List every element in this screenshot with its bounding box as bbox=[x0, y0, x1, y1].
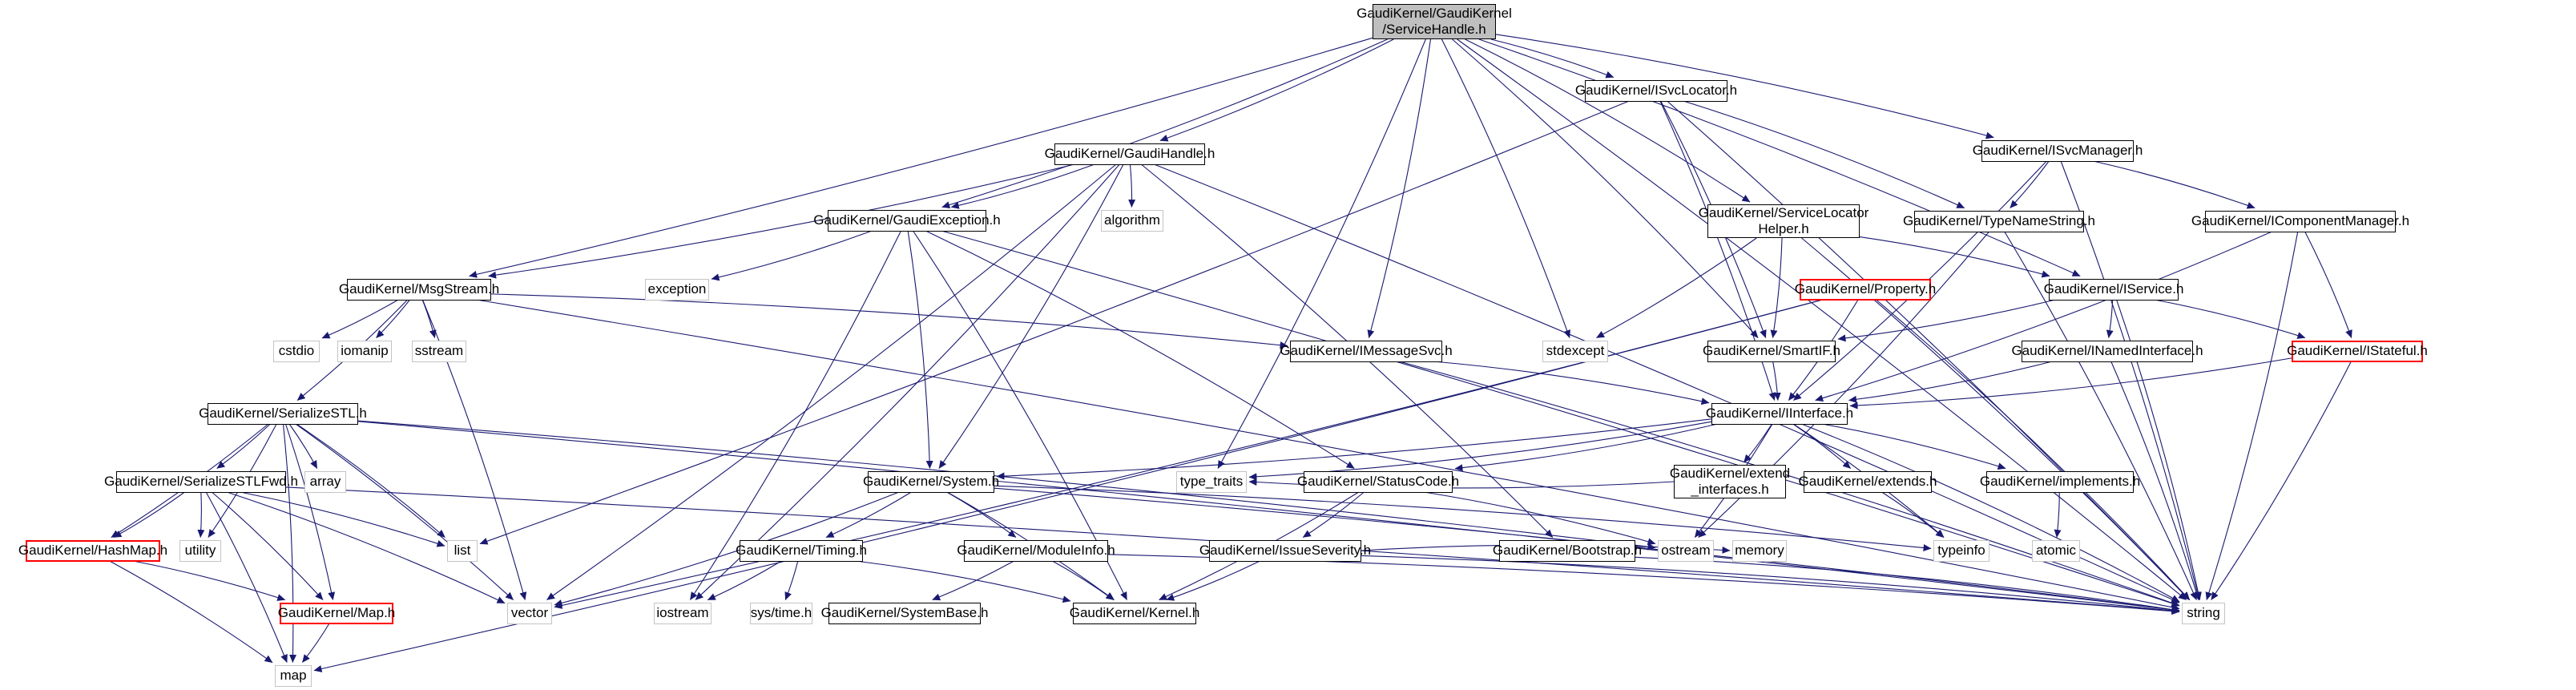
edge-msgstream-to-iomanip bbox=[377, 301, 410, 338]
edge-msgstream-to-imessagesvc bbox=[491, 294, 1288, 346]
edge-issueseverity-to-string bbox=[1361, 555, 2179, 611]
edge-serializestl-to-array bbox=[289, 425, 316, 469]
node-label: iomanip bbox=[341, 342, 389, 358]
edge-iinterface-to-string bbox=[1803, 425, 2179, 602]
node-label: GaudiKernel/ISvcLocator.h bbox=[1574, 82, 1738, 98]
edge-servicehandle-to-msgstream bbox=[470, 38, 1373, 276]
node-label: GaudiKernel/extend bbox=[1669, 465, 1791, 481]
node-cstdio[interactable] bbox=[273, 341, 320, 362]
node-systime[interactable] bbox=[750, 603, 812, 624]
edge-gaudiexception-to-system bbox=[908, 232, 929, 469]
node-memory[interactable] bbox=[1732, 540, 1787, 562]
node-label: GaudiKernel/SmartIF.h bbox=[1703, 342, 1840, 358]
node-label: GaudiKernel/IComponentManager.h bbox=[2191, 212, 2410, 228]
node-label: list bbox=[454, 542, 471, 558]
node-string[interactable] bbox=[2182, 603, 2225, 624]
node-label: GaudiKernel/IMessageSvc.h bbox=[1280, 342, 1453, 358]
edge-imessagesvc-to-iinterface bbox=[1437, 362, 1709, 403]
node-label: map bbox=[280, 667, 307, 683]
node-istateful[interactable] bbox=[2287, 341, 2428, 362]
edge-slhelper-to-stdexcept bbox=[1596, 238, 1756, 338]
node-typeinfo[interactable] bbox=[1933, 540, 1989, 562]
node-issueseverity[interactable] bbox=[1199, 540, 1372, 562]
edge-gaudihandle-to-algorithm bbox=[1130, 165, 1131, 208]
edge-servicehandle-to-stdexcept bbox=[1441, 39, 1570, 338]
edge-icomponentmanager-to-istateful bbox=[2305, 232, 2352, 338]
node-hashmap[interactable] bbox=[18, 540, 168, 562]
node-utility[interactable] bbox=[179, 540, 221, 562]
node-stdexcept[interactable] bbox=[1542, 341, 1608, 362]
node-label: GaudiKernel/Bootstrap.h bbox=[1492, 542, 1643, 558]
node-system[interactable] bbox=[862, 471, 1000, 493]
edge-moduleinfo-to-systembase bbox=[933, 562, 1014, 600]
edge-msgstream-to-sstream bbox=[422, 301, 434, 338]
node-label: vector bbox=[510, 604, 549, 620]
node-atomic[interactable] bbox=[2032, 540, 2080, 562]
node-label: GaudiKernel/ServiceLocator bbox=[1698, 204, 1869, 220]
edge-serializestlfwd-to-map bbox=[206, 493, 287, 663]
edge-isvclocator-to-typenamestring bbox=[1684, 102, 1964, 208]
edge-serializestlfwd-to-list bbox=[242, 493, 445, 547]
node-label: GaudiKernel/SerializeSTLFwd.h bbox=[104, 473, 298, 489]
edge-servicehandle-to-string bbox=[1457, 39, 2187, 600]
node-statuscode[interactable] bbox=[1296, 471, 1460, 493]
edge-moduleinfo-to-kernel bbox=[1053, 562, 1114, 600]
node-smartif[interactable] bbox=[1703, 341, 1840, 362]
edge-servicehandle-to-gaudiexception bbox=[942, 39, 1388, 208]
edge-serializestl-to-string bbox=[358, 422, 2179, 611]
node-label: GaudiKernel/Kernel.h bbox=[1069, 604, 1200, 620]
node-msgstream[interactable] bbox=[338, 279, 500, 301]
node-label: memory bbox=[1735, 542, 1784, 558]
node-label: GaudiKernel/System.h bbox=[862, 473, 1000, 489]
node-bootstrap[interactable] bbox=[1492, 540, 1643, 562]
edge-serializestl-to-serializestlfwd bbox=[217, 425, 270, 469]
node-systembase[interactable] bbox=[820, 603, 989, 624]
edge-iinterface-to-system bbox=[997, 419, 1711, 477]
node-moduleinfo[interactable] bbox=[957, 540, 1115, 562]
edge-istateful-to-iinterface bbox=[1850, 358, 2292, 406]
node-property[interactable] bbox=[1794, 279, 1937, 301]
node-type_traits[interactable] bbox=[1176, 471, 1247, 493]
node-ostream[interactable] bbox=[1658, 540, 1714, 562]
node-gaudiexception[interactable] bbox=[813, 210, 1001, 232]
node-label: typeinfo bbox=[1937, 542, 1985, 558]
edge-servicehandle-to-imessagesvc bbox=[1369, 39, 1430, 338]
edge-servicehandle-to-slhelper bbox=[1465, 39, 1750, 202]
node-label: algorithm bbox=[1104, 212, 1160, 228]
node-label: utility bbox=[184, 542, 216, 558]
edge-timing-to-systime bbox=[785, 562, 797, 600]
node-label: array bbox=[309, 473, 341, 489]
node-label: cstdio bbox=[278, 342, 315, 358]
edge-timing-to-iostream bbox=[707, 562, 780, 600]
node-label: GaudiKernel/StatusCode.h bbox=[1296, 473, 1460, 489]
edge-mapheader-to-map bbox=[302, 624, 329, 663]
node-label: GaudiKernel/MsgStream.h bbox=[338, 280, 500, 297]
edge-serializestlfwd-to-mapheader bbox=[212, 493, 323, 600]
edge-serializestl-to-map bbox=[284, 425, 293, 663]
node-label: GaudiKernel/Map.h bbox=[277, 604, 396, 620]
node-label: GaudiKernel/GaudiException.h bbox=[813, 212, 1001, 228]
edge-isvcmanager-to-icomponentmanager bbox=[2094, 162, 2255, 208]
node-gaudihandle[interactable] bbox=[1044, 143, 1215, 165]
node-array[interactable] bbox=[304, 471, 346, 493]
node-inamedinterface[interactable] bbox=[2011, 341, 2203, 362]
node-imessagesvc[interactable] bbox=[1280, 341, 1453, 362]
node-iservice[interactable] bbox=[2043, 279, 2184, 301]
edge-icomponentmanager-to-iinterface bbox=[1816, 232, 2272, 401]
edge-gaudiexception-to-exception bbox=[712, 232, 871, 280]
edge-isvcmanager-to-typenamestring bbox=[2010, 162, 2049, 208]
edge-timing-to-kernel bbox=[859, 562, 1070, 602]
edge-slhelper-to-smartif bbox=[1773, 238, 1783, 338]
edge-iinterface-to-extends bbox=[1793, 425, 1850, 469]
node-label: string bbox=[2187, 604, 2220, 620]
node-label: GaudiKernel/IssueSeverity.h bbox=[1199, 542, 1372, 558]
node-label: GaudiKernel/GaudiKernel bbox=[1357, 5, 1512, 21]
node-label: Helper.h bbox=[1758, 221, 1809, 236]
node-label: stdexcept bbox=[1546, 342, 1605, 358]
node-extendinterfaces[interactable] bbox=[1669, 465, 1791, 498]
node-label: _interfaces.h bbox=[1691, 482, 1769, 497]
edge-hashmap-to-mapheader bbox=[135, 562, 285, 600]
node-sstream[interactable] bbox=[412, 341, 466, 362]
edge-implements-to-atomic bbox=[2057, 493, 2059, 538]
node-servicehandle[interactable] bbox=[1357, 4, 1512, 39]
node-label: GaudiKernel/IService.h bbox=[2043, 280, 2184, 297]
node-mapheader[interactable] bbox=[277, 603, 396, 624]
node-extends[interactable] bbox=[1798, 471, 1937, 493]
edge-serializestlfwd-to-hashmap bbox=[114, 493, 184, 538]
edge-servicehandle-to-isvclocator bbox=[1491, 39, 1614, 78]
node-label: GaudiKernel/INamedInterface.h bbox=[2011, 342, 2203, 358]
node-label: GaudiKernel/IStateful.h bbox=[2287, 342, 2428, 358]
edge-slhelper-to-iservice bbox=[1860, 237, 2050, 276]
node-list[interactable] bbox=[447, 540, 478, 562]
node-label: GaudiKernel/Timing.h bbox=[736, 542, 867, 558]
edge-issueseverity-to-kernel bbox=[1167, 562, 1260, 600]
node-label: type_traits bbox=[1179, 473, 1244, 489]
node-serializestl[interactable] bbox=[199, 403, 367, 425]
node-label: GaudiKernel/TypeNameString.h bbox=[1902, 212, 2096, 228]
edge-servicehandle-to-gaudihandle bbox=[1160, 39, 1393, 141]
node-vector[interactable] bbox=[507, 603, 552, 624]
edge-iinterface-to-extendinterfaces bbox=[1744, 425, 1772, 463]
node-iostream[interactable] bbox=[654, 603, 712, 624]
node-algorithm[interactable] bbox=[1101, 210, 1163, 232]
node-label: /ServiceHandle.h bbox=[1382, 22, 1486, 37]
edge-istateful-to-string bbox=[2211, 362, 2351, 600]
node-label: GaudiKernel/IInterface.h bbox=[1705, 405, 1854, 421]
edge-statuscode-to-ostream bbox=[1426, 493, 1655, 544]
edge-icomponentmanager-to-string bbox=[2207, 232, 2298, 600]
node-label: GaudiKernel/SerializeSTL.h bbox=[199, 405, 367, 421]
node-icomponentmanager[interactable] bbox=[2191, 211, 2410, 232]
node-iinterface[interactable] bbox=[1705, 403, 1854, 425]
node-label: GaudiKernel/ModuleInfo.h bbox=[957, 542, 1115, 558]
node-isvcmanager[interactable] bbox=[1972, 140, 2143, 162]
node-kernel[interactable] bbox=[1069, 603, 1200, 624]
node-label: GaudiKernel/SystemBase.h bbox=[820, 604, 989, 620]
edge-hashmap-to-map bbox=[111, 562, 272, 663]
node-label: GaudiKernel/GaudiHandle.h bbox=[1044, 145, 1215, 161]
node-exception[interactable] bbox=[645, 279, 709, 301]
edge-serializestlfwd-to-utility bbox=[200, 493, 201, 538]
node-label: sys/time.h bbox=[750, 604, 812, 620]
node-label: GaudiKernel/extends.h bbox=[1798, 473, 1937, 489]
edge-iinterface-to-implements bbox=[1824, 425, 2006, 469]
node-label: sstream bbox=[414, 342, 464, 358]
node-label: ostream bbox=[1661, 542, 1711, 558]
node-label: GaudiKernel/implements.h bbox=[1979, 473, 2141, 489]
node-isvclocator[interactable] bbox=[1574, 80, 1738, 102]
node-timing[interactable] bbox=[736, 540, 867, 562]
node-label: GaudiKernel/Property.h bbox=[1794, 280, 1937, 297]
node-label: GaudiKernel/HashMap.h bbox=[18, 542, 168, 558]
edge-system-to-moduleinfo bbox=[948, 493, 1016, 538]
node-implements[interactable] bbox=[1979, 471, 2141, 493]
node-label: iostream bbox=[656, 604, 709, 620]
node-serializestlfwd[interactable] bbox=[104, 471, 298, 493]
node-map[interactable] bbox=[275, 665, 312, 687]
node-label: GaudiKernel/ISvcManager.h bbox=[1972, 142, 2143, 158]
edge-iservice-to-inamedinterface bbox=[2109, 301, 2113, 338]
node-iomanip[interactable] bbox=[337, 341, 392, 362]
node-label: atomic bbox=[2035, 542, 2077, 558]
node-slhelper[interactable] bbox=[1698, 204, 1869, 238]
edge-smartif-to-iinterface bbox=[1773, 362, 1778, 401]
node-typenamestring[interactable] bbox=[1902, 211, 2096, 232]
edge-moduleinfo-to-string bbox=[1108, 555, 2179, 612]
node-label: exception bbox=[647, 280, 707, 297]
edge-msgstream-to-cstdio bbox=[322, 301, 397, 338]
